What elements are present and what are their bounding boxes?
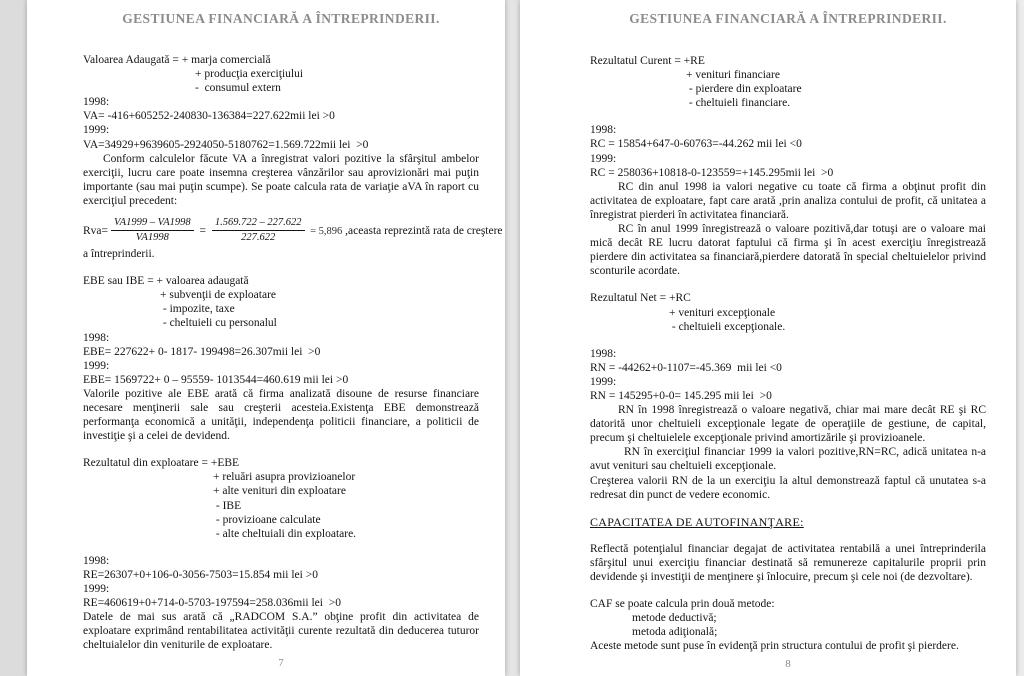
page-title: GESTIUNEA FINANCIARĂ A ÎNTREPRINDERII. (629, 11, 947, 26)
fraction-numerator: VA1999 – VA1998 (111, 217, 194, 231)
definition-item: - cheltuieli financiare. (686, 97, 791, 110)
definition-head: Rezultatul din exploatare = +EBE (83, 457, 240, 470)
fraction-numerator: 1.569.722 – 227.622 (212, 217, 305, 231)
definition-block (83, 274, 479, 330)
paragraph: Conform calculelor făcute VA a înregistrat valori pozitive la sfârşitul ambelor exerciţii, lucru care poate insemna creşterea vânzărilor sau aprovizionări mai puţin importante (sau mai puţin scumpe). Se poate calcula rata de variaţie aVA în raport cu exerciţiul precedent: (83, 152, 479, 207)
text-line: a întreprinderii. (83, 248, 155, 261)
fraction (212, 217, 305, 244)
definition-item: + venituri excepţionale (669, 306, 776, 319)
text-line: 1998: (83, 331, 110, 344)
text-line: EBE= 1569722+ 0 – 95559- 1013544=460.619 mii lei >0 (83, 373, 349, 386)
definition-head: Rezultatul Net = +RC (590, 292, 691, 305)
paragraph: Datele de mai sus arată că „RADCOM S.A.” obţine profit din activitatea de exploatare exprimând rentabilitatea activităţii curente rezultată din deducerea tuturor cheltuialelor din veniturile de exploatare. (83, 611, 479, 652)
definition-item: + producţia exerciţiului (195, 68, 304, 81)
definition-item: + alte venituri din exploatare (213, 485, 346, 498)
text-line: RC = 258036+10818-0-123559=+145.295mii lei >0 (590, 166, 834, 179)
definition-head: EBE sau IBE = + valoarea adaugată (83, 275, 249, 288)
document-page-right (520, 0, 1016, 676)
formula-result: = 5,896 (307, 226, 343, 238)
definition-item: + venituri financiare (686, 69, 780, 82)
text-line: 1998: (590, 347, 617, 360)
paragraph: Valorile pozitive ale EBE arată că firma analizată disoune de resurse financiare necesare menţinerii sale sau creşterii acesteia.Existenţa EBE demonstrează performanţa economică a unităţii, independenţa politicii financiare, a politicii de investiţie şi a celei de devidend. (83, 387, 479, 443)
ratio-formula (83, 216, 503, 247)
page-body (83, 11, 503, 670)
text-line: VA=34929+9639605-2924050-5180762=1.569.722mii lei >0 (83, 138, 369, 151)
definition-item: - cheltuieli excepţionale. (669, 320, 786, 333)
fraction (111, 217, 194, 244)
formula-prefix: Rva= (83, 225, 109, 238)
paragraph: RN în 1998 înregistrează o valoare negativă, chiar mai mare decât RE şi RC datorită unor cheltuieli excepţionale legate de operaţiile de gestiune, de capital, precum şi cheltuielele excepţionale privind amortizările şi provizioanele. (590, 404, 986, 445)
text-line: metoda adiţională; (632, 626, 718, 639)
fraction-denominator: 227.622 (241, 231, 276, 243)
formula-comment: ,aceasta reprezintă rata de creştere (342, 225, 503, 238)
text-line: RE=460619+0+714-0-5703-197594=258.036mii lei >0 (83, 597, 341, 610)
definition-head: Rezultatul Curent = +RE (590, 55, 705, 67)
fraction-denominator: VA1998 (135, 231, 169, 243)
definition-item: - alte cheltuiali din exploatare. (213, 527, 357, 540)
text-line: 1999: (83, 583, 110, 595)
definition-block (83, 53, 479, 95)
text-line: 1999: (590, 152, 617, 165)
definition-item: - provizioane calculate (213, 513, 321, 526)
text-line: Aceste metode sunt puse în evidenţă prin structura contului de profit şi pierdere. (590, 640, 959, 653)
definition-head: Valoarea Adaugată = + marja comercială (83, 54, 271, 66)
equals-sign: = (196, 225, 209, 238)
document-page-left (27, 0, 505, 676)
paragraph: Creşterea valorii RN de la un exerciţiu la altul demonstrează faptul că unutatea s-a redresat din punct de vedere economic. (590, 474, 986, 501)
definition-block (83, 456, 479, 541)
text-line: 1998: (83, 554, 110, 567)
page-title: GESTIUNEA FINANCIARĂ A ÎNTREPRINDERII. (122, 11, 440, 26)
text-line: 1998: (83, 96, 110, 109)
definition-item: + reluări asupra provizioanelor (213, 471, 356, 484)
paragraph: RC din anul 1998 ia valori negative cu toate că firma a obţinut profit din activitatea de exploatare, fapt care arată ,prin analiza contului de profit, că unitatea a înregistrat pierderi în activitatea financiară. (590, 180, 986, 221)
text-line: RN = 145295+0-0= 145.295 mii lei >0 (590, 389, 772, 402)
definition-item: - cheltuieli cu personalul (160, 317, 277, 330)
text-line: RE=26307+0+106-0-3056-7503=15.854 mii lei >0 (83, 568, 318, 581)
text-line: 1999: (590, 375, 617, 388)
text-line: RC = 15854+647-0-60763=-44.262 mii lei <0 (590, 138, 802, 151)
text-line: EBE= 227622+ 0- 1817- 199498=26.307mii lei >0 (83, 345, 321, 358)
page-body (590, 11, 986, 670)
definition-item: - pierdere din exploatare (686, 83, 802, 96)
text-line: VA= -416+605252-240830-136384=227.622mii lei >0 (83, 110, 335, 123)
paragraph: RC în anul 1999 înregistrează o valoare pozitivă,dar totuşi are o valoare mai mică decât RE lucru datorat faptului că firma şi în acest exerciţiu înregistrează pierdere din activitatea sa financiară,pierdere datorată în special cheltuielelor privind sconturile acordate. (590, 223, 986, 278)
page-number: 7 (278, 657, 284, 670)
definition-item: - consumul extern (195, 82, 281, 95)
text-line: 1998: (590, 124, 617, 137)
page-number: 8 (785, 658, 791, 671)
definition-item: - impozite, taxe (160, 303, 235, 316)
text-line: RN = -44262+0-1107=-45.369 mii lei <0 (590, 361, 782, 374)
section-heading: CAPACITATEA DE AUTOFINANŢARE: (590, 514, 804, 529)
paragraph: RN în exerciţiul financiar 1999 ia valori pozitive,RN=RC, adică unitatea n-a avut venituri sau cheltuieli excepţionale. (590, 446, 986, 473)
definition-block (590, 54, 986, 110)
definition-item: - IBE (213, 499, 242, 512)
definition-item: + subvenţii de exploatare (160, 289, 277, 302)
text-line: metode deductivă; (632, 612, 717, 625)
paragraph: Reflectă potenţialul financiar degajat de activitatea rentabilă a unei întreprinderila sfârşitul unui exerciţiu financiar destinată să remunereze capitalurile proprii prin devidende şi investiţii de menţinere şi înlocuire, precum şi cele noi (de dezvoltare). (590, 542, 986, 583)
text-line: CAF se poate calcula prin două metode: (590, 598, 775, 611)
text-line: 1999: (83, 124, 110, 137)
definition-block (590, 291, 986, 333)
text-line: 1999: (83, 359, 110, 372)
